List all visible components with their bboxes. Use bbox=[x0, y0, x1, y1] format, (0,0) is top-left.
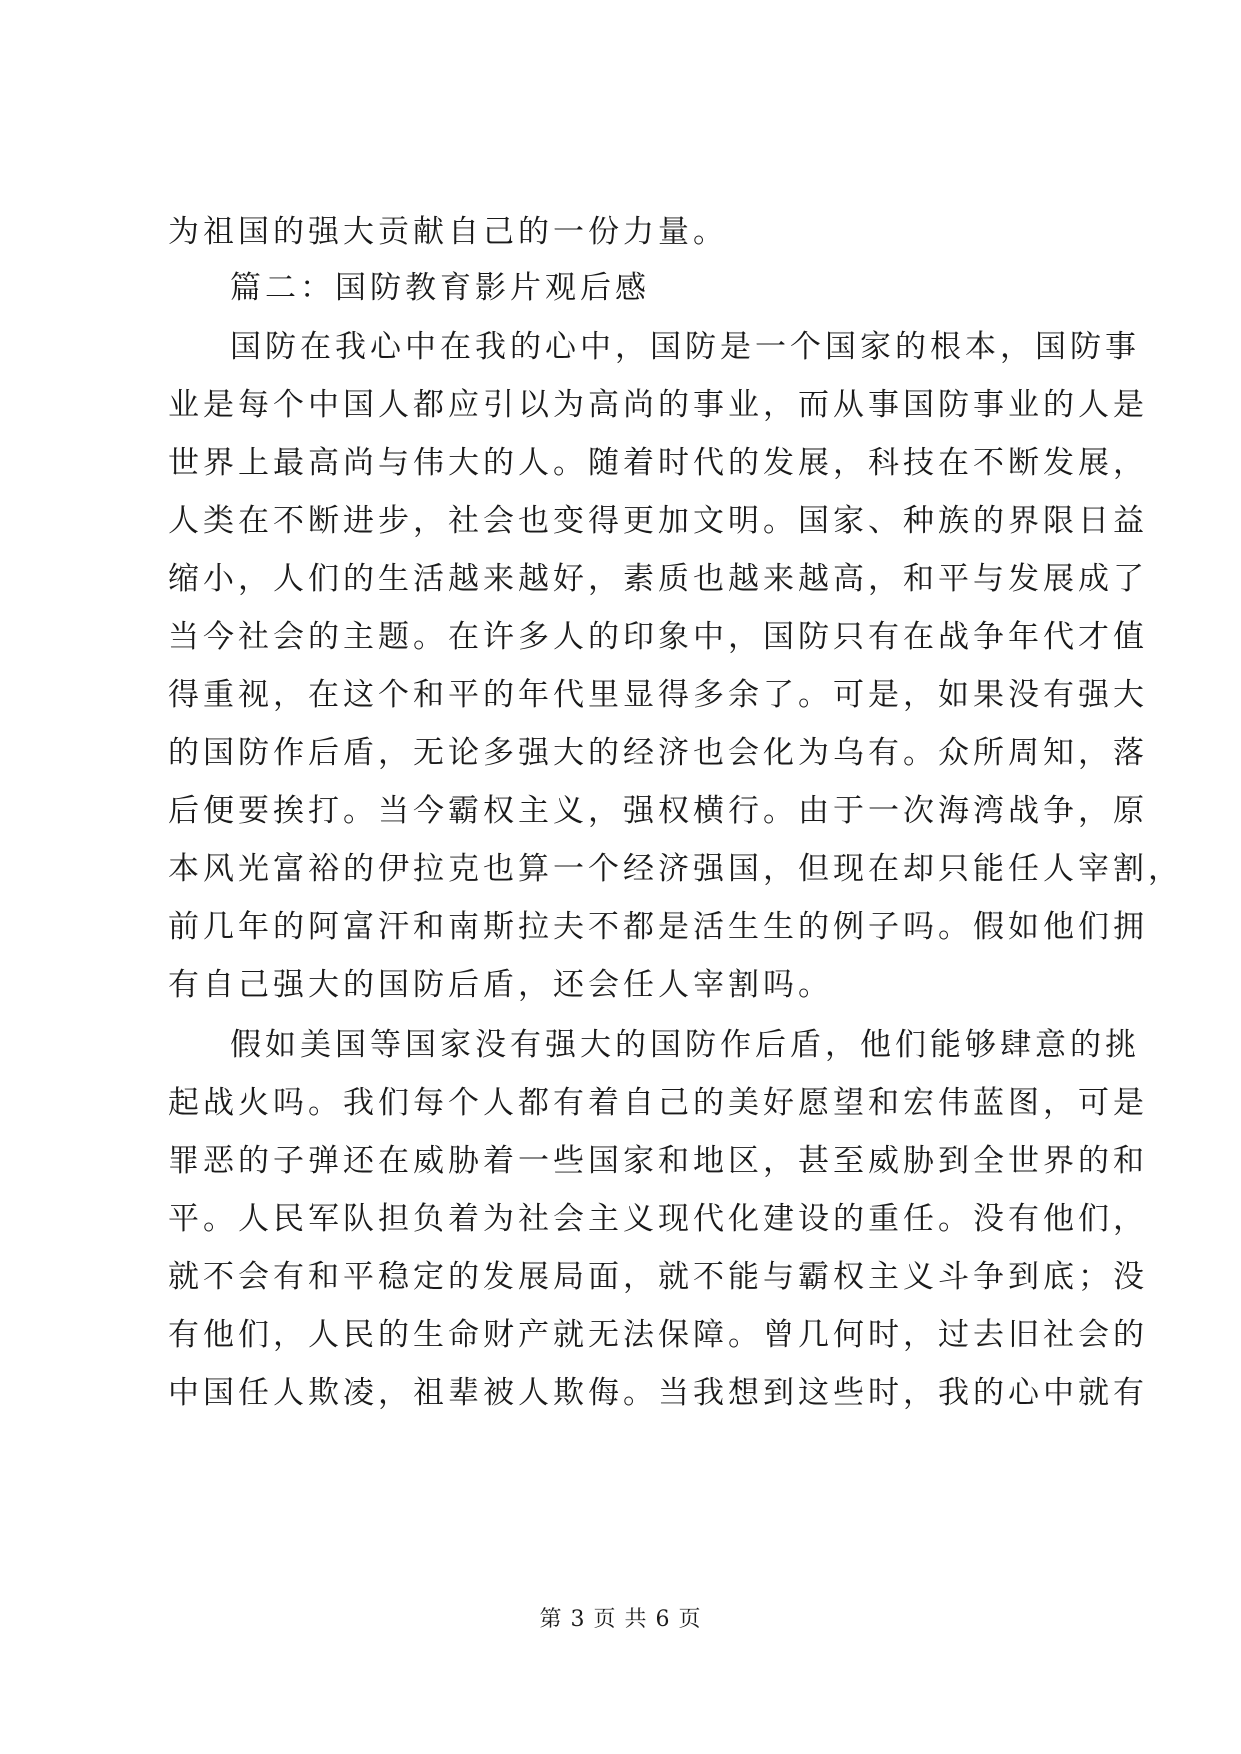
section-heading: 篇二：国防教育影片观后感 bbox=[230, 270, 650, 306]
page-footer: 第 3 页 共 6 页 bbox=[539, 1607, 702, 1632]
text-line: 人类在不断进步，社会也变得更加文明。国家、种族的界限日益 bbox=[168, 503, 1148, 539]
text-line: 前几年的阿富汗和南斯拉夫不都是活生生的例子吗。假如他们拥 bbox=[168, 909, 1148, 945]
text-line: 国防在我心中在我的心中，国防是一个国家的根本，国防事 bbox=[230, 329, 1140, 365]
text-line: 起战火吗。我们每个人都有着自己的美好愿望和宏伟蓝图，可是 bbox=[168, 1085, 1148, 1121]
text-line: 业是每个中国人都应引以为高尚的事业，而从事国防事业的人是 bbox=[168, 387, 1148, 423]
text-line: 假如美国等国家没有强大的国防作后盾，他们能够肆意的挑 bbox=[230, 1027, 1140, 1063]
text-line: 世界上最高尚与伟大的人。随着时代的发展，科技在不断发展， bbox=[168, 445, 1148, 481]
text-line: 中国任人欺凌，祖辈被人欺侮。当我想到这些时，我的心中就有 bbox=[168, 1375, 1148, 1411]
text-line: 缩小，人们的生活越来越好，素质也越来越高，和平与发展成了 bbox=[168, 561, 1148, 597]
text-line: 有他们，人民的生命财产就无法保障。曾几何时，过去旧社会的 bbox=[168, 1317, 1148, 1353]
text-line: 就不会有和平稳定的发展局面，就不能与霸权主义斗争到底；没 bbox=[168, 1259, 1148, 1295]
text-line: 的国防作后盾，无论多强大的经济也会化为乌有。众所周知，落 bbox=[168, 735, 1148, 771]
text-line: 后便要挨打。当今霸权主义，强权横行。由于一次海湾战争，原 bbox=[168, 793, 1148, 829]
text-line: 为祖国的强大贡献自己的一份力量。 bbox=[168, 214, 728, 250]
text-line: 本风光富裕的伊拉克也算一个经济强国，但现在却只能任人宰割， bbox=[168, 851, 1183, 887]
text-line: 当今社会的主题。在许多人的印象中，国防只有在战争年代才值 bbox=[168, 619, 1148, 655]
text-line: 平。人民军队担负着为社会主义现代化建设的重任。没有他们， bbox=[168, 1201, 1148, 1237]
text-line: 得重视，在这个和平的年代里显得多余了。可是，如果没有强大 bbox=[168, 677, 1148, 713]
text-line: 有自己强大的国防后盾，还会任人宰割吗。 bbox=[168, 967, 833, 1003]
text-line: 罪恶的子弹还在威胁着一些国家和地区，甚至威胁到全世界的和 bbox=[168, 1143, 1148, 1179]
